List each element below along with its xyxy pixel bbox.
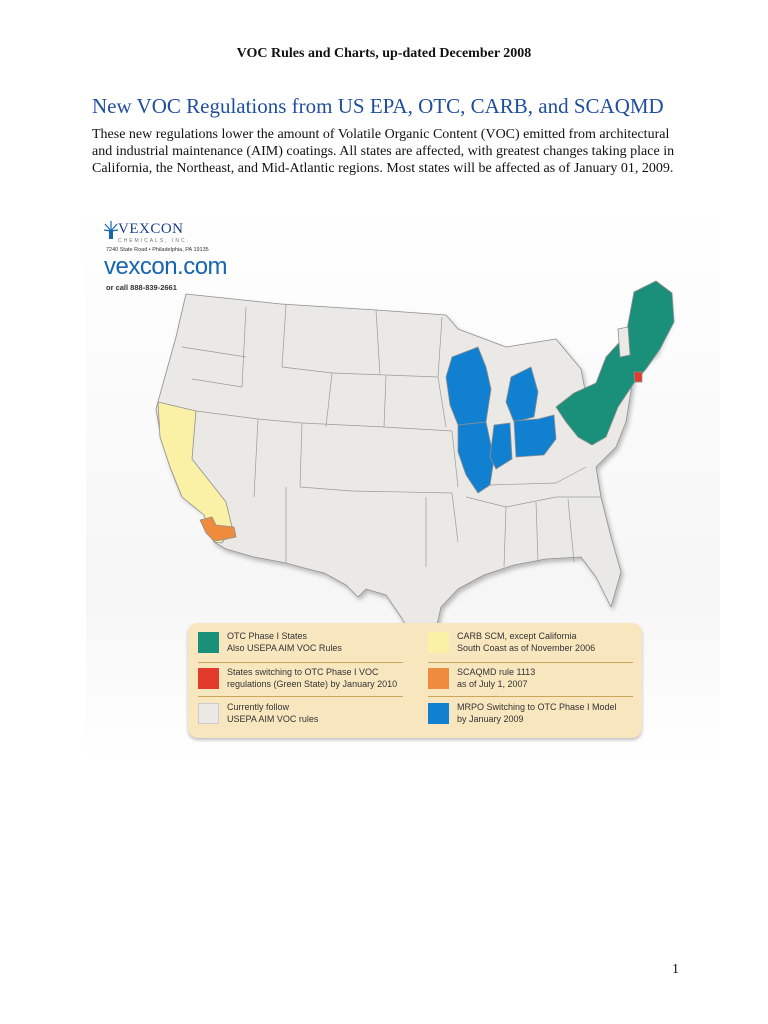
logo-subtitle: CHEMICALS, INC. [118, 238, 190, 244]
map-legend [188, 623, 642, 738]
legend-line: as of July 1, 2007 [457, 679, 528, 689]
map-base [156, 291, 671, 652]
state-rhode-island [634, 372, 642, 382]
legend-swatch [428, 632, 449, 653]
legend-line: regulations (Green State) by January 2010 [227, 679, 398, 689]
legend-item-mrpo [428, 700, 638, 733]
legend-line: USEPA AIM VOC rules [227, 714, 319, 724]
legend-swatch [428, 703, 449, 724]
legend-line: by January 2009 [457, 714, 524, 724]
legend-swatch [428, 668, 449, 689]
page-number: 1 [672, 962, 679, 977]
legend-item-switching-states [198, 665, 413, 698]
logo-address: 7240 State Road • Philadelphia, PA 19135 [106, 247, 209, 253]
legend-line: SCAQMD rule 1113 [457, 667, 536, 677]
legend-line: Currently follow [227, 702, 290, 712]
legend-line: MRPO Switching to OTC Phase I Model [457, 702, 617, 712]
legend-line: CARB SCM, except California [457, 631, 577, 641]
legend-item-otc-phase-1 [198, 629, 413, 662]
voc-map-figure [86, 197, 720, 762]
logo-brand: VEXCON [118, 221, 184, 237]
page-title: New VOC Regulations from US EPA, OTC, CARB, and SCAQMD [92, 94, 664, 118]
legend-swatch [198, 668, 219, 689]
legend-divider [428, 662, 633, 663]
running-header: VOC Rules and Charts, up-dated December 2008 [236, 46, 532, 61]
legend-swatch [198, 703, 219, 724]
logo-phone: or call 888-839-2661 [106, 283, 177, 292]
legend-line: States switching to OTC Phase I VOC [227, 667, 379, 677]
legend-item-carb-scm [428, 629, 638, 662]
intro-paragraph: These new regulations lower the amount of Volatile Organic Content (VOC) emitted from architectural and industrial maintenance (AIM) coatings. All states are affected, with greatest changes taking place in California, the Northeast, and Mid-Atlantic regions. Most states will be affected as of January 01, 2009. [92, 127, 675, 176]
legend-line: Also USEPA AIM VOC Rules [227, 643, 342, 653]
legend-divider [198, 662, 403, 663]
state-vermont [618, 327, 630, 357]
logo-website: vexcon.com [104, 253, 228, 280]
legend-swatch [198, 632, 219, 653]
legend-line: OTC Phase I States [227, 631, 308, 641]
legend-line: South Coast as of November 2006 [457, 643, 596, 653]
legend-item-scaqmd [428, 665, 638, 698]
legend-item-usepa [198, 700, 413, 733]
